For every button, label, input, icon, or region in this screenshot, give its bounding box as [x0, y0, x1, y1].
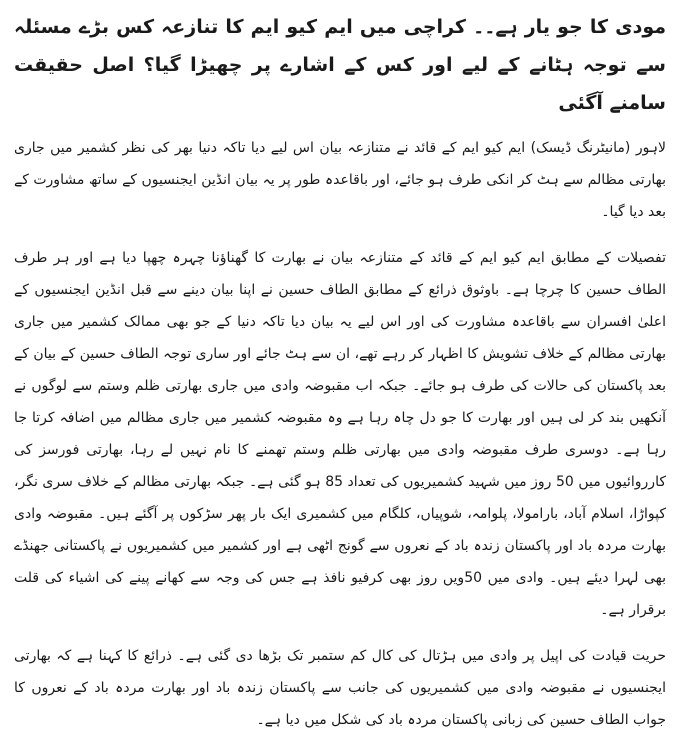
article-paragraph-details: تفصیلات کے مطابق ایم کیو ایم کے قائد کے متنازعہ بیان نے بھارت کا گھناؤنا چہرہ چھپا دیا ہے اور ہر طرف الطاف حسین کا چرچا ہے۔ باوثوق ذرائع کے مطابق الطاف حسین نے اپنا بیان دینے سے قبل انڈین ایجنسیوں کے اعلیٰ افسران سے باقاعدہ مشاورت کی اور اس لیے یہ بیان دیا تاکہ دنیا کے جو بھی ممالک کشمیر میں جاری بھارتی مظالم کے خلاف تشویش کا اظہار کر رہے تھے، ان سے ہٹ جائے اور ساری توجہ الطاف حسین کے بیان کے بعد پاکستان کی حالات کی طرف ہو جائے۔ جبکہ اب مقبوضہ وادی میں جاری بھارتی ظلم وستم سے لوگوں نے آنکھیں بند کر لی ہیں اور بھارت کا جو دل چاہ رہا ہے وہ مقبوضہ کشمیر میں جاری مظالم میں اضافہ کرتا جا رہا ہے۔ دوسری طرف مقبوضہ وادی میں بھارتی ظلم وستم تھمنے کا نام نہیں لے رہا، بھارتی فورسز کی کارروائیوں میں 50 روز میں شہید کشمیریوں کی تعداد 85 ہو گئی ہے۔ جبکہ بھارتی مظالم کے خلاف سری نگر، کپواڑا، اسلام آباد، بارامولا، پلوامہ، شوپیاں، کلگام میں کشمیری ایک بار پھر سڑکوں پر آگئے ہیں۔ مقبوضہ وادی بھارت مردہ باد اور پاکستان زندہ باد کے نعروں سے گونج اٹھی ہے اور کشمیر میں کشمیریوں نے پاکستانی جھنڈے بھی لہرا دیئے ہیں۔ وادی میں 50ویں روز بھی کرفیو نافذ ہے جس کی وجہ سے کھانے پینے کی اشیاء کی قلت برقرار ہے۔ — [14, 250, 667, 618]
article-paragraph-intro: لاہور (مانیٹرنگ ڈیسک) ایم کیو ایم کے قائد نے متنازعہ بیان اس لیے دیا تاکہ دنیا بھر کی نظر کشمیر میں جاری بھارتی مظالم سے ہٹ کر انکی طرف ہو جائے، اور باقاعدہ طور پر یہ بیان انڈین ایجنسیوں کے ساتھ مشاورت کے بعد دیا گیا۔ — [14, 140, 666, 220]
article-headline: مودی کا جو یار ہے۔۔ کراچی میں ایم کیو ایم کا تنازعہ کس بڑے مسئلہ سے توجہ ہٹانے کے لیے اور کس کے اشارے پر چھیڑا گیا؟ اصل حقیقت سامنے آگئی — [14, 16, 666, 114]
news-article — [14, 8, 666, 736]
article-paragraph-hurriyat: حریت قیادت کی اپیل پر وادی میں ہڑتال کی کال کم ستمبر تک بڑھا دی گئی ہے۔ ذرائع کا کہنا ہے کہ بھارتی ایجنسیوں نے مقبوضہ وادی میں کشمیریوں کی جانب سے پاکستان زندہ باد اور بھارت مردہ باد کے نعروں کا جواب الطاف حسین کی زبانی پاکستان مردہ باد کی شکل میں دیا ہے۔ — [14, 648, 666, 728]
